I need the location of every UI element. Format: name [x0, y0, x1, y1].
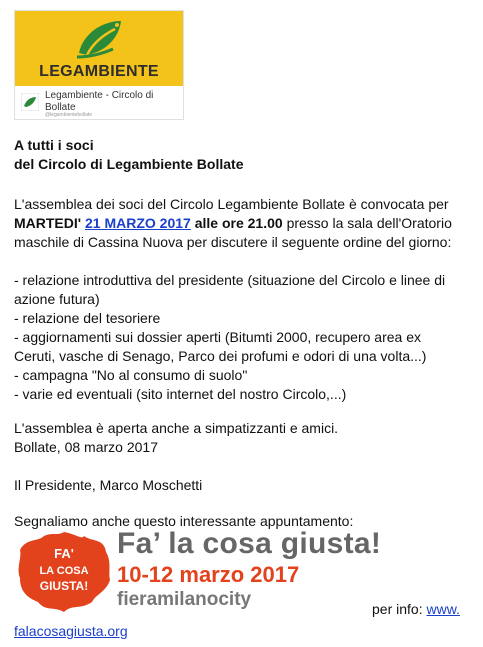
agenda-list [14, 271, 445, 404]
agenda-item: - varie ed eventuali (sito internet del nostro Circolo,...) [14, 386, 347, 402]
agenda-item: - relazione introduttiva del presidente (situazione del Circolo e linee di [14, 272, 446, 288]
intro-line3: maschile di Cassina Nuova per discutere il seguente ordine del giorno: [14, 234, 452, 250]
event-title: Fa’ la cosa giusta! [117, 527, 382, 560]
logo-brand-area [15, 11, 183, 86]
event-site: fieramilanocity [117, 589, 252, 610]
salutation [14, 136, 243, 174]
badge-text-line3: GIUSTA! [39, 579, 89, 593]
logo-subtitle-area [15, 86, 183, 119]
salutation-line2: del Circolo di Legambiente Bollate [14, 156, 244, 172]
info-line [372, 601, 460, 617]
logo-subtitle-line1: Legambiente - Circolo di [45, 90, 154, 101]
logo-subtitle-line2: Bollate [45, 102, 76, 113]
agenda-item: - relazione del tesoriere [14, 310, 161, 326]
closing-block [14, 419, 338, 457]
intro-paragraph [14, 195, 452, 252]
agenda-item: - aggiornamenti sui dossier aperti (Bitumti 2000, recupero area ex [14, 329, 421, 345]
meeting-date-link[interactable]: 21 MARZO 2017 [85, 215, 191, 231]
open-note: L'assemblea è aperta anche a simpatizzanti e amici. [14, 420, 339, 436]
meeting-place: presso la sala dell'Oratorio [286, 215, 452, 231]
small-logo-icon [21, 93, 39, 111]
logo-wordmark: LEGAMBIENTE [39, 63, 159, 80]
badge-text-line1: FA' [54, 546, 74, 561]
event-dates: 10-12 marzo 2017 [117, 562, 300, 587]
info-link-end[interactable]: falacosagiusta.org [14, 623, 128, 639]
agenda-item: azione futura) [14, 291, 100, 307]
meeting-time: alle ore 21.00 [194, 215, 283, 231]
leaf-swan-icon [73, 15, 125, 63]
salutation-line1: A tutti i soci [14, 137, 94, 153]
agenda-item: - campagna "No al consumo di suolo" [14, 367, 248, 383]
logo-subtitle [45, 90, 179, 114]
info-link-start[interactable]: www. [426, 601, 460, 617]
badge-text-line2: LA COSA [39, 565, 89, 577]
intro-line2 [14, 214, 452, 233]
meeting-day: MARTEDI' [14, 215, 82, 231]
recommendation: Segnaliamo anche questo interessante appuntamento: [14, 513, 354, 529]
info-label: per info: [372, 601, 423, 617]
logo-handle: @legambientebollate [45, 112, 93, 118]
signature: Il Presidente, Marco Moschetti [14, 477, 203, 493]
intro-line1: L'assemblea dei soci del Circolo Legambiente Bollate è convocata per [14, 196, 449, 212]
legambiente-logo [14, 10, 184, 120]
place-date: Bollate, 08 marzo 2017 [14, 439, 158, 455]
fa-la-cosa-giusta-badge-icon [14, 528, 114, 616]
agenda-item: Ceruti, vasche di Senago, Parco dei profumi e odori di una volta...) [14, 348, 427, 364]
